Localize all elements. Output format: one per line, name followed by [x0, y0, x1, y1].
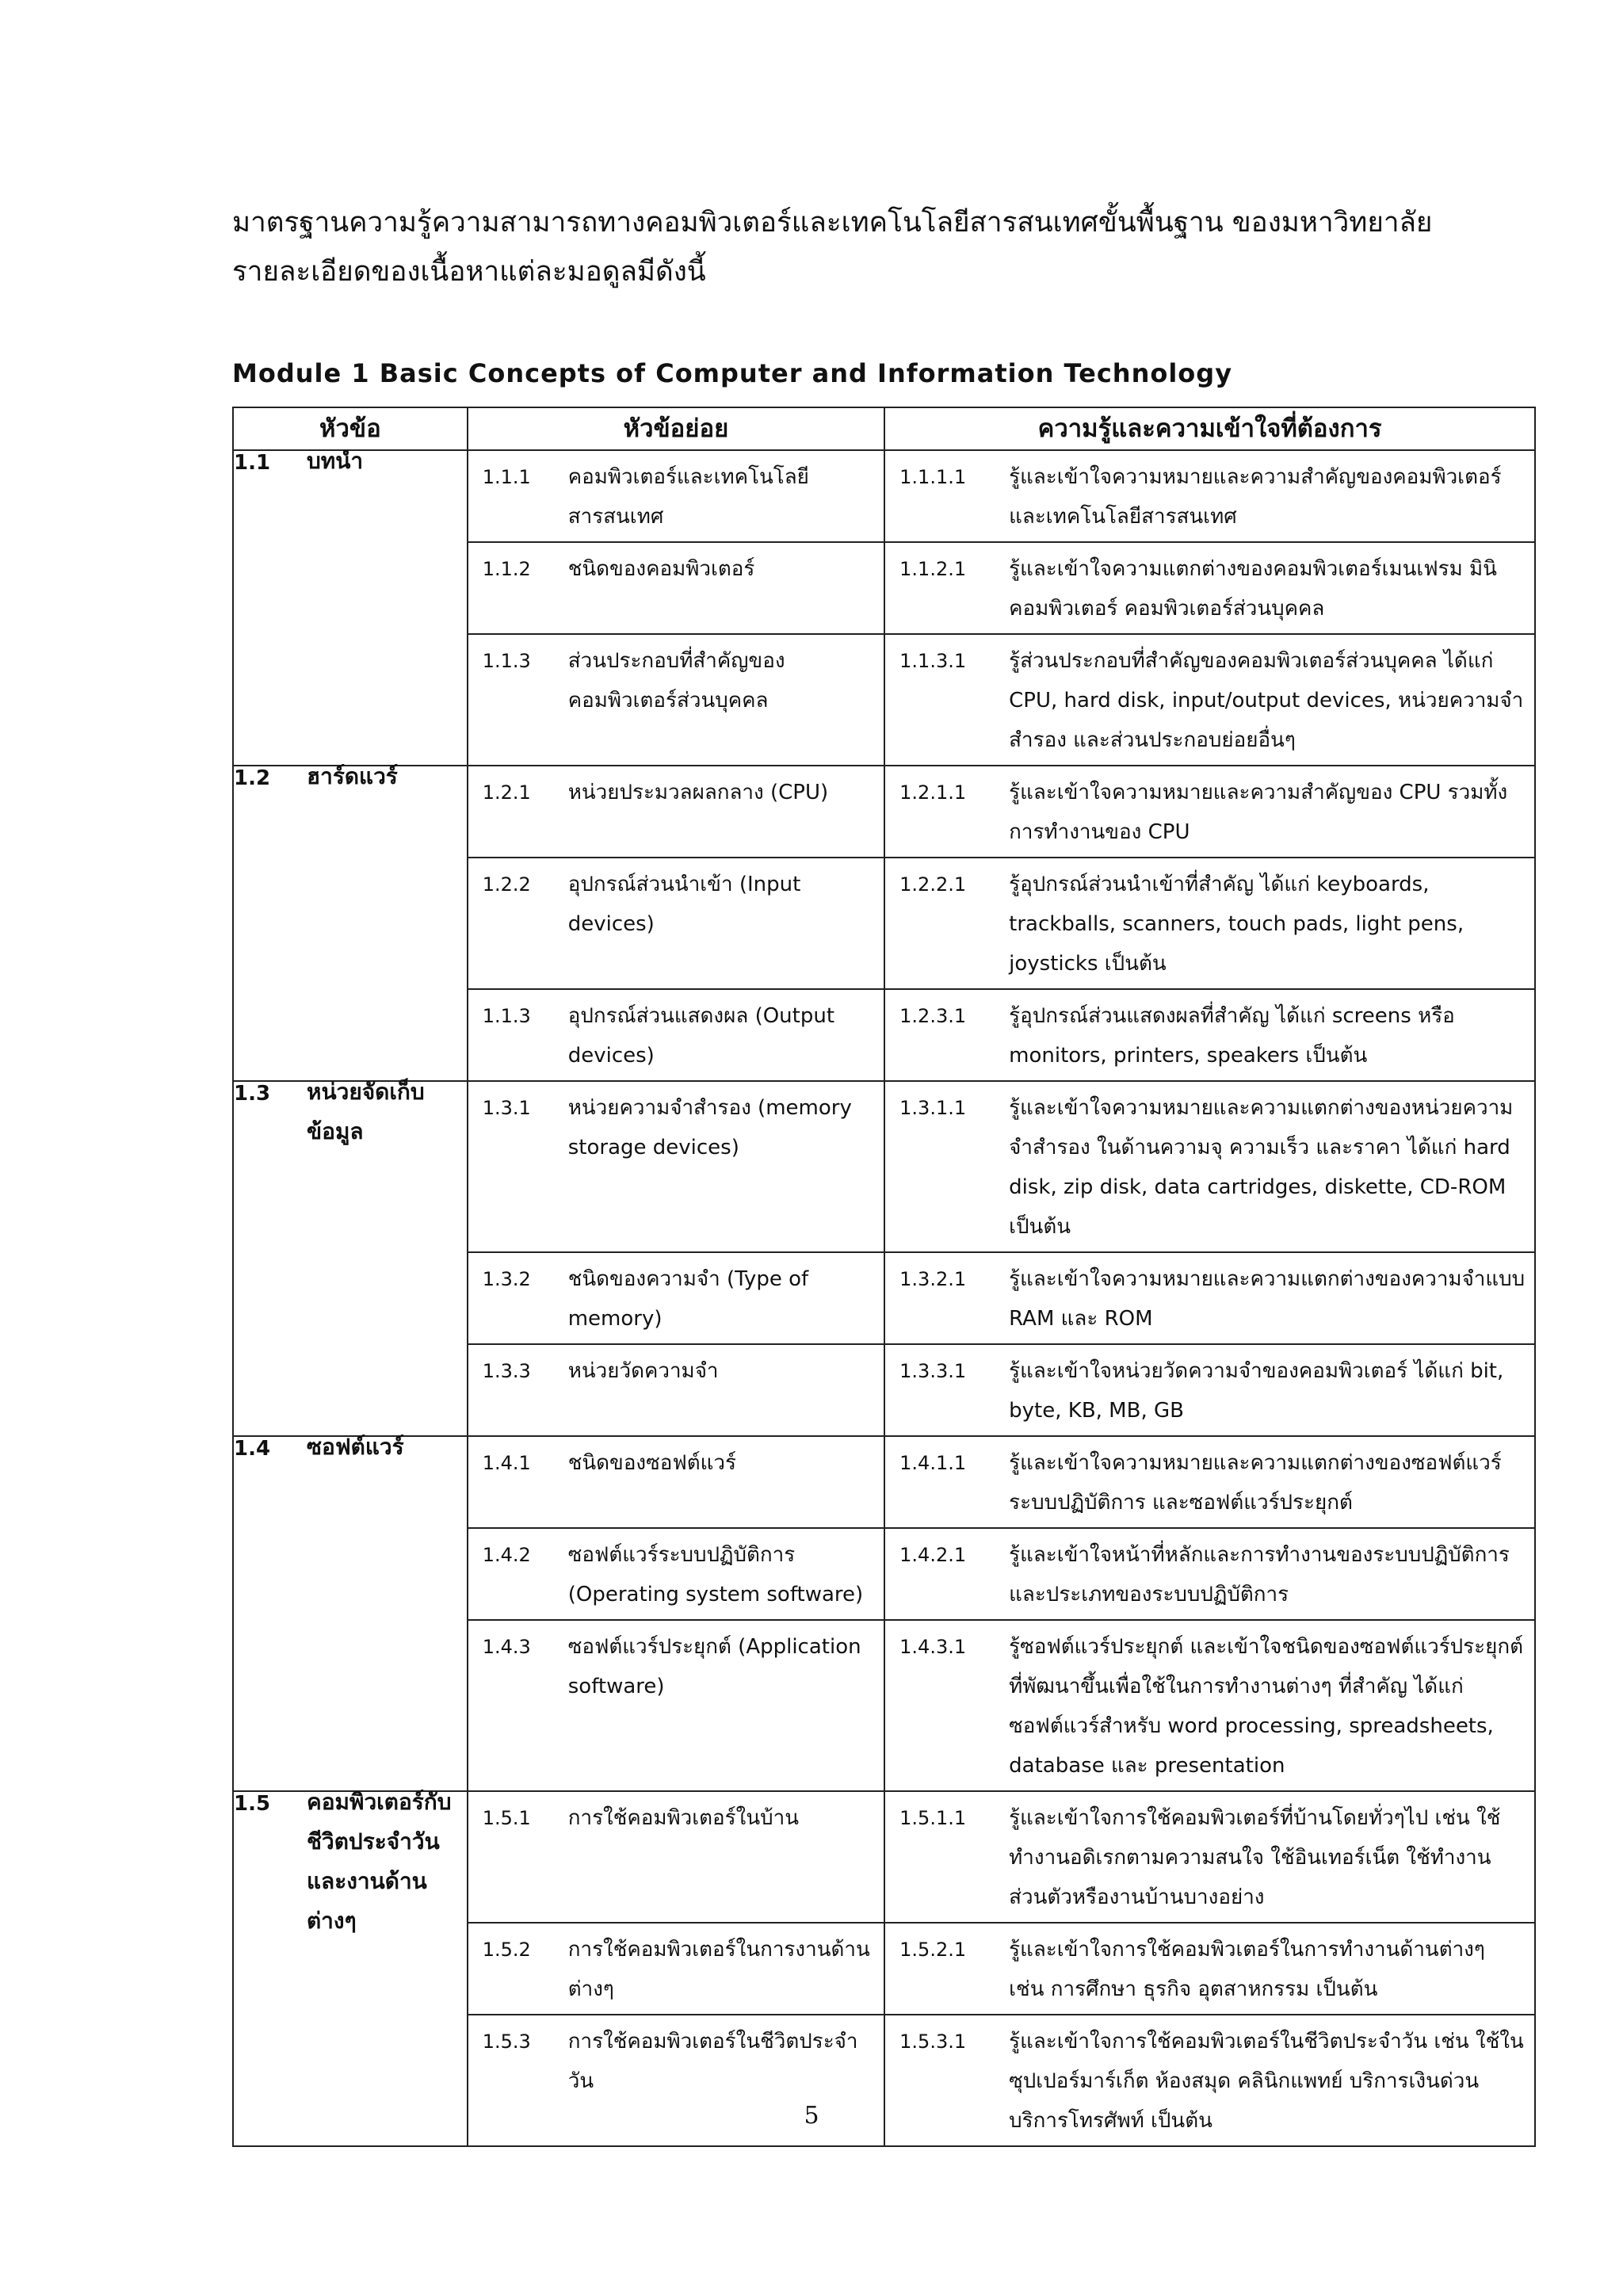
intro-line-1: มาตรฐานความรู้ความสามารถทางคอมพิวเตอร์และเทคโนโลยีสารสนเทศขั้นพื้นฐาน ของมหาวิทยาลัย	[232, 207, 1433, 239]
knowledge-text: รู้และเข้าใจการใช้คอมพิวเตอร์ในการทำงานด้านต่างๆ เช่น การศึกษา ธุรกิจ อุตสาหกรรม เป็นต้น	[1009, 1938, 1485, 2001]
knowledge-cell	[884, 1791, 1535, 1923]
subtopic-number: 1.1.1	[482, 466, 531, 488]
subtopic-number: 1.4.2	[482, 1544, 531, 1566]
table-row	[233, 1081, 1535, 1252]
knowledge-number: 1.3.2.1	[899, 1268, 967, 1290]
knowledge-text: รู้ส่วนประกอบที่สำคัญของคอมพิวเตอร์ส่วนบุคคล ได้แก่ CPU, hard disk, input/output devices, หน่วยความจำสำรอง และส่วนประกอบย่อยอื่นๆ	[1009, 649, 1524, 752]
subtopic-text: การใช้คอมพิวเตอร์ในบ้าน	[567, 1806, 799, 1830]
subtopic-number: 1.5.3	[482, 2030, 531, 2053]
subtopic-text: การใช้คอมพิวเตอร์ในการงานด้านต่างๆ	[567, 1938, 870, 2001]
module-title: Module 1 Basic Concepts of Computer and Information Technology	[232, 358, 1233, 388]
header-knowledge: ความรู้และความเข้าใจที่ต้องการ	[884, 407, 1535, 450]
subtopic-number: 1.1.3	[482, 650, 531, 672]
subtopic-text: หน่วยความจำสำรอง (memory storage devices)	[567, 1096, 852, 1159]
subtopic-text: หน่วยประมวลผลกลาง (CPU)	[567, 781, 829, 804]
subtopic-cell	[468, 858, 884, 989]
subtopic-text: ชนิดของซอฟต์แวร์	[567, 1451, 736, 1475]
knowledge-number: 1.5.2.1	[899, 1939, 967, 1961]
header-topic: หัวข้อ	[233, 407, 468, 450]
knowledge-number: 1.2.3.1	[899, 1005, 967, 1027]
knowledge-text: รู้และเข้าใจหน่วยวัดความจำของคอมพิวเตอร์ ได้แก่ bit, byte, KB, MB, GB	[1009, 1359, 1504, 1423]
knowledge-number: 1.2.2.1	[899, 873, 967, 896]
subtopic-text: อุปกรณ์ส่วนนำเข้า (Input devices)	[567, 873, 801, 936]
topic-cell	[233, 450, 468, 766]
subtopic-number: 1.1.3	[482, 1005, 531, 1027]
knowledge-text: รู้และเข้าใจความหมายและความสำคัญของคอมพิวเตอร์และเทคโนโลยีสารสนเทศ	[1009, 465, 1502, 529]
subtopic-text: หน่วยวัดความจำ	[567, 1359, 719, 1383]
subtopic-text: ซอฟต์แวร์ระบบปฏิบัติการ (Operating system software)	[567, 1543, 864, 1606]
subtopic-number: 1.3.2	[482, 1268, 531, 1290]
knowledge-text: รู้และเข้าใจความหมายและความสำคัญของ CPU รวมทั้งการทำงานของ CPU	[1009, 781, 1508, 844]
knowledge-cell	[884, 858, 1535, 989]
topic-cell	[233, 1081, 468, 1436]
knowledge-number: 1.4.2.1	[899, 1544, 967, 1566]
knowledge-cell	[884, 1252, 1535, 1344]
subtopic-cell	[468, 1252, 884, 1344]
page-number: 5	[804, 2102, 819, 2130]
knowledge-number: 1.4.3.1	[899, 1636, 967, 1658]
topic-number: 1.3	[234, 1082, 271, 1106]
knowledge-number: 1.5.3.1	[899, 2030, 967, 2053]
knowledge-cell	[884, 1620, 1535, 1791]
knowledge-cell	[884, 1081, 1535, 1252]
knowledge-text: รู้และเข้าใจความแตกต่างของคอมพิวเตอร์เมนเฟรม มินิคอมพิวเตอร์ คอมพิวเตอร์ส่วนบุคคล	[1009, 557, 1497, 621]
topic-title: คอมพิวเตอร์กับชีวิตประจำวันและงานด้านต่างๆ	[307, 1789, 452, 1934]
subtopic-cell	[468, 542, 884, 634]
subtopic-cell	[468, 1528, 884, 1620]
knowledge-number: 1.1.1.1	[899, 466, 967, 488]
knowledge-number: 1.4.1.1	[899, 1452, 967, 1474]
knowledge-cell	[884, 1436, 1535, 1528]
intro-paragraph	[232, 198, 1516, 296]
topic-number: 1.2	[234, 766, 271, 790]
subtopic-cell	[468, 450, 884, 542]
knowledge-number: 1.5.1.1	[899, 1807, 967, 1829]
subtopic-cell	[468, 1081, 884, 1252]
topic-title: หน่วยจัดเก็บข้อมูล	[307, 1079, 425, 1144]
header-subtopic: หัวข้อย่อย	[468, 407, 884, 450]
knowledge-cell	[884, 2015, 1535, 2146]
intro-line-2: รายละเอียดของเนื้อหาแต่ละมอดูลมีดังนี้	[232, 256, 706, 288]
subtopic-cell	[468, 1344, 884, 1436]
table-row	[233, 766, 1535, 858]
knowledge-text: รู้และเข้าใจการใช้คอมพิวเตอร์ที่บ้านโดยทั่วๆไป เช่น ใช้ทำงานอดิเรกตามความสนใจ ใช้อินเทอร์เน็ต ใช้ทำงานส่วนตัวหรืองานบ้านบางอย่าง	[1009, 1806, 1501, 1909]
knowledge-number: 1.1.3.1	[899, 650, 967, 672]
subtopic-cell	[468, 1923, 884, 2015]
topic-cell	[233, 1436, 468, 1791]
subtopic-number: 1.4.1	[482, 1452, 531, 1474]
subtopic-text: ชนิดของคอมพิวเตอร์	[567, 557, 755, 581]
topic-number: 1.5	[234, 1792, 271, 1816]
knowledge-number: 1.3.3.1	[899, 1360, 967, 1382]
topic-title: บทนำ	[307, 448, 364, 474]
subtopic-cell	[468, 766, 884, 858]
subtopic-text: ซอฟต์แวร์ประยุกต์ (Application software)	[567, 1635, 861, 1698]
knowledge-text: รู้อุปกรณ์ส่วนแสดงผลที่สำคัญ ได้แก่ screens หรือ monitors, printers, speakers เป็นต้น	[1009, 1004, 1455, 1068]
subtopic-cell	[468, 2015, 884, 2146]
knowledge-cell	[884, 542, 1535, 634]
knowledge-cell	[884, 1344, 1535, 1436]
knowledge-text: รู้และเข้าใจความหมายและความแตกต่างของซอฟต์แวร์ระบบปฏิบัติการ และซอฟต์แวร์ประยุกต์	[1009, 1451, 1502, 1515]
table-row	[233, 450, 1535, 542]
knowledge-text: รู้ซอฟต์แวร์ประยุกต์ และเข้าใจชนิดของซอฟต์แวร์ประยุกต์ที่พัฒนาขึ้นเพื่อใช้ในการทำงานต่างๆ ที่สำคัญ ได้แก่ ซอฟต์แวร์สำหรับ word processing, spreadsheets, database และ presentation	[1009, 1635, 1523, 1778]
subtopic-text: อุปกรณ์ส่วนแสดงผล (Output devices)	[567, 1004, 835, 1068]
topic-number: 1.1	[234, 451, 271, 475]
subtopic-text: ชนิดของความจำ (Type of memory)	[567, 1267, 809, 1331]
knowledge-number: 1.3.1.1	[899, 1097, 967, 1119]
knowledge-text: รู้และเข้าใจการใช้คอมพิวเตอร์ในชีวิตประจำวัน เช่น ใช้ในซุปเปอร์มาร์เก็ต ห้องสมุด คลินิกแพทย์ บริการเงินด่วน บริการโทรศัพท์ เป็นต้น	[1009, 2030, 1524, 2133]
subtopic-number: 1.5.1	[482, 1807, 531, 1829]
subtopic-text: คอมพิวเตอร์และเทคโนโลยีสารสนเทศ	[567, 465, 809, 529]
knowledge-number: 1.1.2.1	[899, 558, 967, 580]
subtopic-number: 1.2.1	[482, 781, 531, 804]
knowledge-cell	[884, 1528, 1535, 1620]
subtopic-number: 1.5.2	[482, 1939, 531, 1961]
table-row	[233, 1436, 1535, 1528]
subtopic-cell	[468, 634, 884, 766]
knowledge-text: รู้และเข้าใจความหมายและความแตกต่างของหน่วยความจำสำรอง ในด้านความจุ ความเร็ว และราคา ได้แก่ hard disk, zip disk, data cartridges, diskette, CD-ROM เป็นต้น	[1009, 1096, 1514, 1239]
subtopic-cell	[468, 989, 884, 1081]
subtopic-cell	[468, 1436, 884, 1528]
subtopic-number: 1.3.3	[482, 1360, 531, 1382]
topic-cell	[233, 1791, 468, 2146]
knowledge-text: รู้และเข้าใจหน้าที่หลักและการทำงานของระบบปฏิบัติการและประเภทของระบบปฏิบัติการ	[1009, 1543, 1510, 1606]
subtopic-cell	[468, 1791, 884, 1923]
subtopic-text: การใช้คอมพิวเตอร์ในชีวิตประจำวัน	[567, 2030, 858, 2093]
topic-cell	[233, 763, 468, 1081]
knowledge-number: 1.2.1.1	[899, 781, 967, 804]
subtopic-cell	[468, 1620, 884, 1791]
subtopic-text: ส่วนประกอบที่สำคัญของคอมพิวเตอร์ส่วนบุคคล	[567, 649, 785, 712]
subtopic-number: 1.3.1	[482, 1097, 531, 1119]
knowledge-cell	[884, 766, 1535, 858]
knowledge-text: รู้อุปกรณ์ส่วนนำเข้าที่สำคัญ ได้แก่ keyboards, trackballs, scanners, touch pads, light pens, joysticks เป็นต้น	[1009, 873, 1465, 976]
knowledge-cell	[884, 450, 1535, 542]
subtopic-number: 1.4.3	[482, 1636, 531, 1658]
subtopic-number: 1.2.2	[482, 873, 531, 896]
knowledge-text: รู้และเข้าใจความหมายและความแตกต่างของความจำแบบ RAM และ ROM	[1009, 1267, 1526, 1331]
subtopic-number: 1.1.2	[482, 558, 531, 580]
knowledge-cell	[884, 1923, 1535, 2015]
topic-title: ฮาร์ดแวร์	[307, 763, 398, 789]
topic-number: 1.4	[234, 1437, 271, 1461]
knowledge-cell	[884, 989, 1535, 1081]
topic-title: ซอฟต์แวร์	[307, 1434, 404, 1460]
knowledge-cell	[884, 634, 1535, 766]
table-row	[233, 1791, 1535, 1923]
module-table	[232, 407, 1536, 2147]
